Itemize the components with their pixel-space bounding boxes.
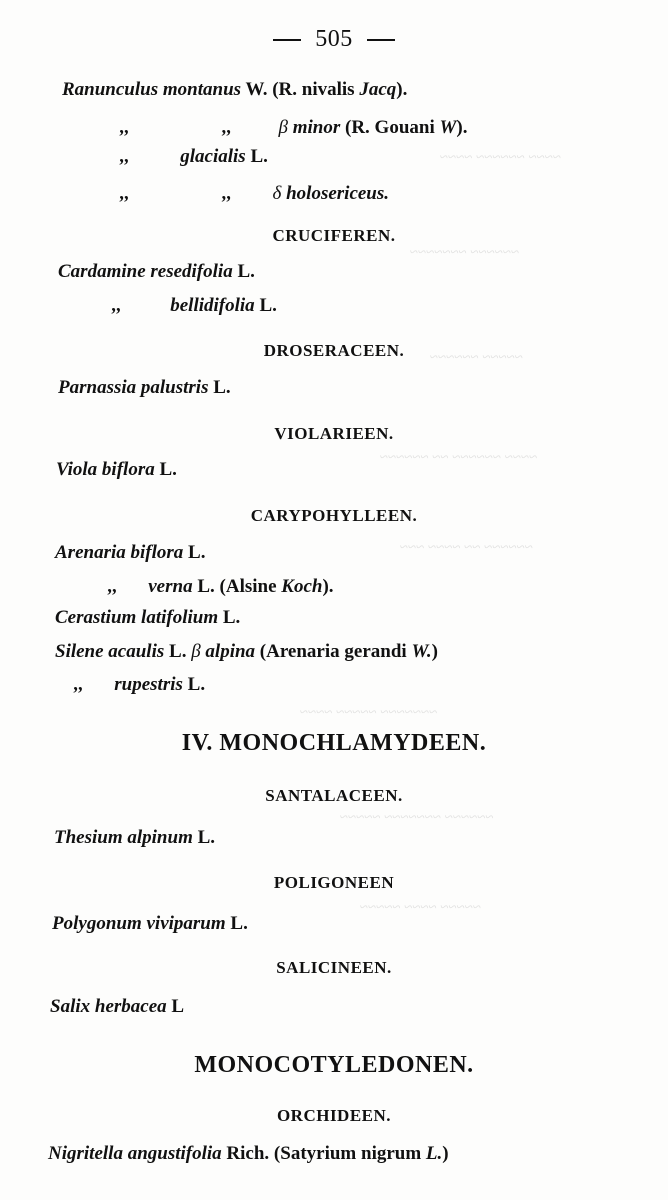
section-droseraceen: DROSERACEEN. <box>263 341 405 360</box>
variety-marker: δ <box>272 183 282 204</box>
synonym-close: ) <box>442 1143 449 1164</box>
section-violarieen: VIOLARIEEN. <box>274 424 394 443</box>
entry-cardamine-resedifolia <box>58 260 255 284</box>
synonym-close: ). <box>396 79 408 100</box>
variety-marker: β <box>278 117 288 138</box>
entry-ranunculus-montanus <box>62 78 407 102</box>
page-number-text: 505 <box>315 26 353 52</box>
page-number <box>0 26 668 53</box>
synonym: (R. Gouani <box>345 117 435 138</box>
author: L. <box>188 542 206 563</box>
bleed-through-ghost-5: ~~~~~~ ~~ ~~~~ ~~~ <box>400 540 533 556</box>
species-name: Cerastium latifolium <box>55 607 219 628</box>
entry-parnassia-palustris <box>58 376 231 400</box>
section-salicineen: SALICINEEN. <box>276 958 392 977</box>
section-orchideen: ORCHIDEEN. <box>276 1106 392 1125</box>
entry-cardamine-bellidifolia <box>112 294 277 318</box>
ditto-mark: ,, <box>120 146 130 167</box>
variety-name: alpina <box>205 641 256 662</box>
entry-glacialis <box>120 145 268 169</box>
species-name: Parnassia palustris <box>58 377 209 398</box>
bleed-through-ghost-6: ~~~~~~~ ~~~~~ ~~~~ <box>300 705 438 721</box>
dash-left <box>273 39 301 41</box>
synonym-author: W <box>439 117 457 138</box>
bleed-through-ghost-1: ~~~~ ~~~~~~ ~~~~ <box>440 150 562 166</box>
author: L. <box>250 146 268 167</box>
variety-name: minor <box>292 117 341 138</box>
variety-name: holosericeus. <box>286 183 390 204</box>
synonym-author: Jacq <box>359 79 397 100</box>
synonym-author: L. <box>425 1143 443 1164</box>
author: L. <box>259 295 277 316</box>
entry-silene-rupestris <box>74 673 205 697</box>
author: L. <box>222 607 241 628</box>
species: montanus <box>162 79 242 100</box>
heading-monocotyledonen: MONOCOTYLEDONEN. <box>194 1052 474 1078</box>
species: bellidifolia <box>170 295 255 316</box>
section-carypohylleen: CARYPOHYLLEEN. <box>250 506 418 525</box>
entry-thesium-alpinum <box>54 826 215 850</box>
author: L. <box>159 459 177 480</box>
species-name: Salix herbacea <box>50 996 167 1017</box>
ditto-mark: ,, <box>74 674 84 695</box>
species-name: Arenaria biflora <box>55 542 184 563</box>
author: L. <box>213 377 231 398</box>
species: glacialis <box>180 146 246 167</box>
synonym: (Alsine <box>219 576 277 597</box>
bleed-through-ghost-2: ~~~~~~ ~~~~~~~ <box>410 245 520 261</box>
species-name: Cardamine resedifolia <box>58 261 233 282</box>
entry-cerastium-latifolium <box>55 606 240 630</box>
synonym-close: ) <box>431 641 438 662</box>
ditto-mark: ,, <box>120 117 130 138</box>
ditto-mark: ,, <box>112 295 122 316</box>
dash-right <box>367 39 395 41</box>
variety-marker: β <box>191 641 201 662</box>
author: L. <box>169 641 187 662</box>
species: rupestris <box>114 674 183 695</box>
bleed-through-ghost-4: ~~~~ ~~~~~~ ~~ ~~~~~~ <box>380 450 538 466</box>
ditto-mark: ,, <box>222 117 232 138</box>
entry-salix-herbacea <box>50 995 184 1019</box>
author: Rich. <box>226 1143 270 1164</box>
author: L <box>171 996 185 1017</box>
author: L. <box>197 576 215 597</box>
bleed-through-ghost-7: ~~~~~~ ~~~~~~~ ~~~~~ <box>340 810 494 826</box>
author: L. <box>187 674 206 695</box>
ditto-mark: ,, <box>120 183 130 204</box>
section-santalaceen: SANTALACEEN. <box>265 786 403 805</box>
synonym: (Arenaria gerandi <box>259 641 407 662</box>
entry-beta-minor <box>120 116 467 140</box>
synonym-close: ). <box>456 117 468 138</box>
entry-arenaria-biflora <box>55 541 205 565</box>
entry-polygonum-viviparum <box>52 912 248 936</box>
species-name: Nigritella angustifolia <box>48 1143 222 1164</box>
synonym: (Satyrium nigrum <box>273 1143 422 1164</box>
author: L. <box>237 261 255 282</box>
entry-nigritella-angustifolia <box>48 1142 449 1166</box>
heading-monochlamydeen: IV. MONOCHLAMYDEEN. <box>181 730 487 756</box>
author: L. <box>197 827 216 848</box>
species-name: Viola biflora <box>56 459 155 480</box>
synonym-author: W. <box>411 641 432 662</box>
entry-viola-biflora <box>56 458 177 482</box>
genus: Ranunculus <box>62 79 159 100</box>
species: verna <box>148 576 193 597</box>
bleed-through-ghost-8: ~~~~~ ~~~~ ~~~~~ <box>360 900 482 916</box>
entry-delta-holosericeus <box>120 182 389 206</box>
entry-arenaria-verna <box>108 575 334 599</box>
synonym-author: Koch <box>281 576 323 597</box>
author: W. <box>245 79 268 100</box>
species-name: Silene acaulis <box>55 641 165 662</box>
species-name: Polygonum viviparum <box>52 913 226 934</box>
bleed-through-ghost-3: ~~~~~ ~~~~~~ <box>430 350 524 366</box>
section-cruciferen: CRUCIFEREN. <box>272 226 396 245</box>
section-poligoneen: POLIGONEEN <box>273 873 395 892</box>
ditto-mark: ,, <box>222 183 232 204</box>
ditto-mark: ,, <box>108 576 118 597</box>
species-name: Thesium alpinum <box>54 827 193 848</box>
synonym-close: ). <box>322 576 334 597</box>
entry-silene-acaulis <box>55 640 438 664</box>
synonym: (R. nivalis <box>272 79 355 100</box>
author: L. <box>230 913 248 934</box>
